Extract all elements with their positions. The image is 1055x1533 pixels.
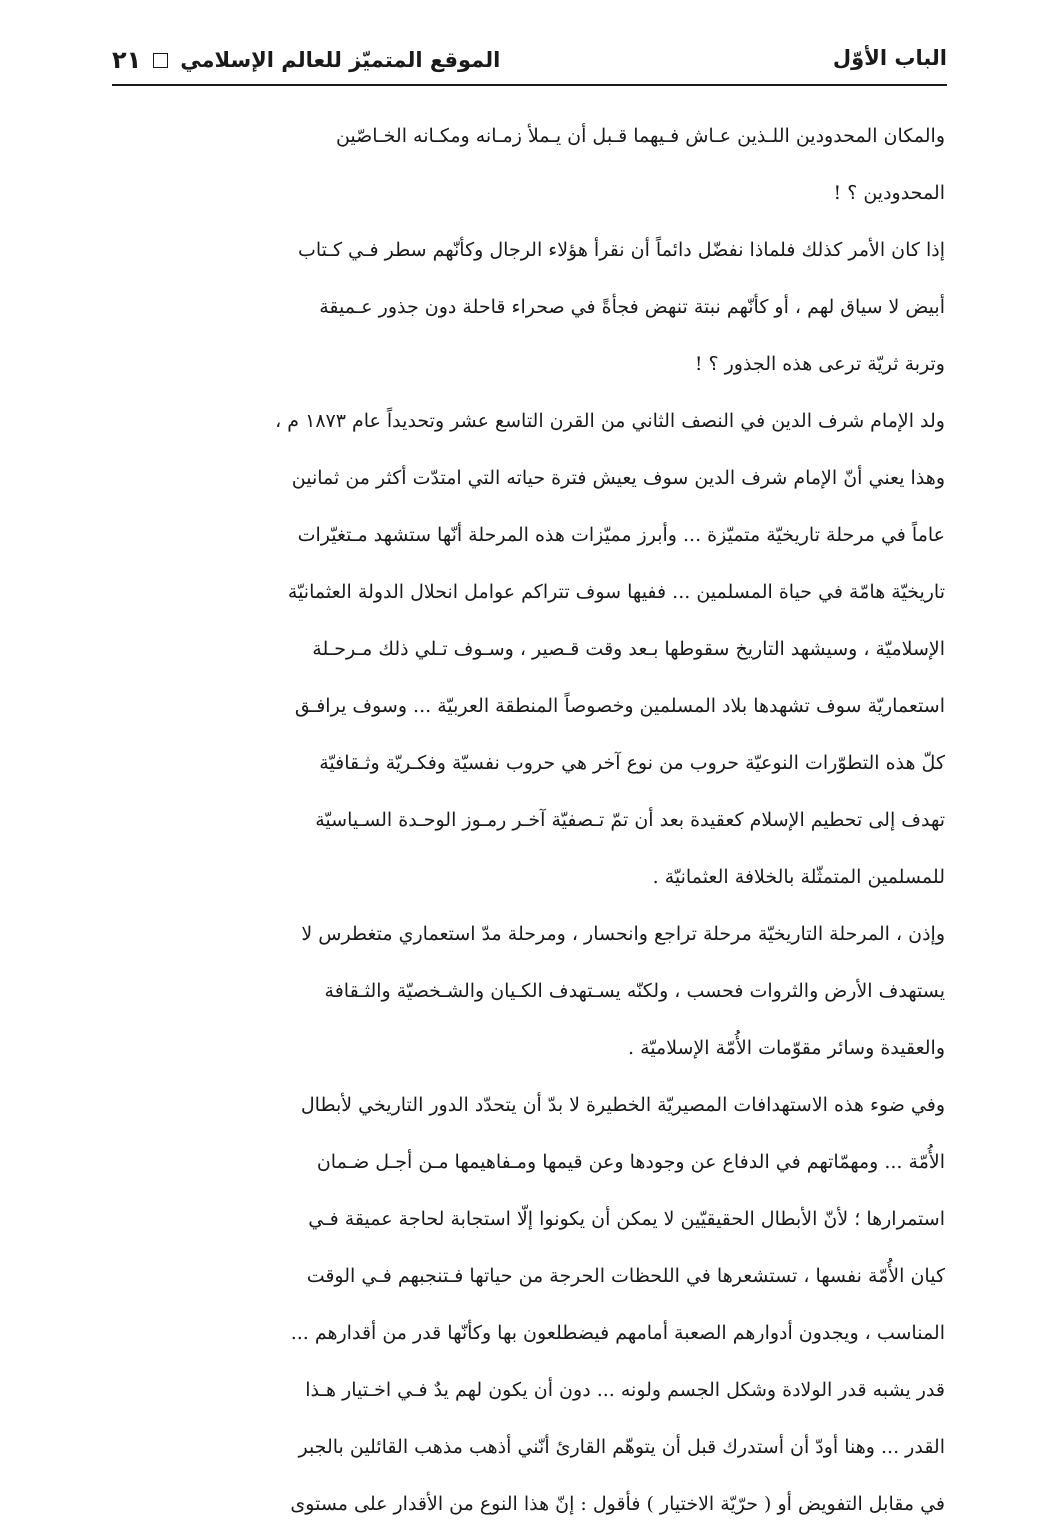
text-line: المحدودين ؟ ! [833,182,945,204]
text-line: تاريخيّة هامّة في حياة المسلمين ... ففيها سوف تتراكم عوامل انحلال الدولة العثمانيّة [287,581,945,603]
text-line: قدر يشبه قدر الولادة وشكل الجسم ولونه ... دون أن يكون لهم يدٌ فـي اخـتيار هـذا [305,1379,945,1401]
text-line: وهذا يعني أنّ الإمام شرف الدين سوف يعيش فترة حياته التي امتدّت أكثر من ثمانين [291,467,945,489]
text-line: المناسب ، ويجدون أدوارهم الصعبة أمامهم فيضطلعون بها وكأنّها قدر من أقدارهم ... [290,1322,945,1344]
text-line: تهدف إلى تحطيم الإسلام كعقيدة بعد أن تمّ تـصفيّة آخـر رمـوز الوحـدة السـياسيّة [315,809,945,831]
book-title: الموقع المتميّز للعالم الإسلامي [180,48,501,72]
text-line: وتربة ثريّة ترعى هذه الجذور ؟ ! [694,353,945,375]
text-line: استعماريّة سوف تشهدها بلاد المسلمين وخصوصاً المنطقة العربيّة ... وسوف يرافـق [294,695,945,717]
text-line: في مقابل التفويض أو ( حرّيّة الاختيار ) فأقول : إنّ هذا النوع من الأقدار على مستوى [290,1493,945,1515]
body-text [213,108,945,1533]
page-number: ٢١ [112,46,142,74]
text-line: للمسلمين المتمثّلة بالخلافة العثمانيّة . [652,866,945,888]
text-line: وإذن ، المرحلة التاريخيّة مرحلة تراجع وانحسار ، ومرحلة مدّ استعماري متغطرس لا [301,923,945,945]
running-header [112,40,947,86]
text-line: الأُمّة ... ومهمّاتهم في الدفاع عن وجودها وعن قيمها ومـفاهيمها مـن أجـل ضـمان [316,1151,945,1173]
text-line: القدر ... وهنا أودّ أن أستدرك قبل أن يتوهّم القارئ أنّني أذهب مذهب القائلين بالجبر [298,1436,945,1458]
chapter-title: الباب الأوّل [832,46,947,70]
text-line: أبيض لا سياق لهم ، أو كأنّهم نبتة تنهض فجأةً في صحراء قاحلة دون جذور عـميقة [319,296,945,318]
text-line: وفي ضوء هذه الاستهدافات المصيريّة الخطيرة لا بدّ أن يتحدّد الدور التاريخي لأبطال [300,1094,945,1116]
text-line: كلّ هذه التطوّرات النوعيّة حروب من نوع آخر هي حروب نفسيّة وفكـريّة وثـقافيّة [319,752,945,774]
text-line: ولد الإمام شرف الدين في النصف الثاني من القرن التاسع عشر وتحديداً عام ١٨٧٣ م ، [275,410,945,432]
text-line: الإسلاميّة ، وسيشهد التاريخ سقوطها بـعد وقت قـصير ، وسـوف تـلي ذلك مـرحـلة [312,638,945,660]
square-separator-icon [153,53,168,68]
text-line: يستهدف الأرض والثروات فحسب ، ولكنّه يسـتهدف الكـيان والشـخصيّة والثـقافة [324,980,945,1002]
text-line: والعقيدة وسائر مقوّمات الأُمّة الإسلاميّة . [628,1037,945,1059]
text-line: إذا كان الأمر كذلك فلماذا نفضّل دائماً أن نقرأ هؤلاء الرجال وكأنّهم سطر فـي كـتاب [298,239,945,261]
text-line: والمكان المحدودين اللـذين عـاش فـيهما قـبل أن يـملأ زمـانه ومكـانه الخـاصّين [335,125,945,147]
text-line: استمرارها ؛ لأنّ الأبطال الحقيقيّين لا يمكن أن يكونوا إلّا استجابة لحاجة عميقة فـي [308,1208,945,1230]
book-title-group [112,46,500,74]
text-line: عاماً في مرحلة تاريخيّة متميّزة ... وأبرز مميّزات هذه المرحلة أنّها ستشهد مـتغيّرات [297,524,945,546]
text-line: كيان الأُمّة نفسها ، تستشعرها في اللحظات الحرجة من حياتها فـتنجبهم فـي الوقت [306,1265,945,1287]
